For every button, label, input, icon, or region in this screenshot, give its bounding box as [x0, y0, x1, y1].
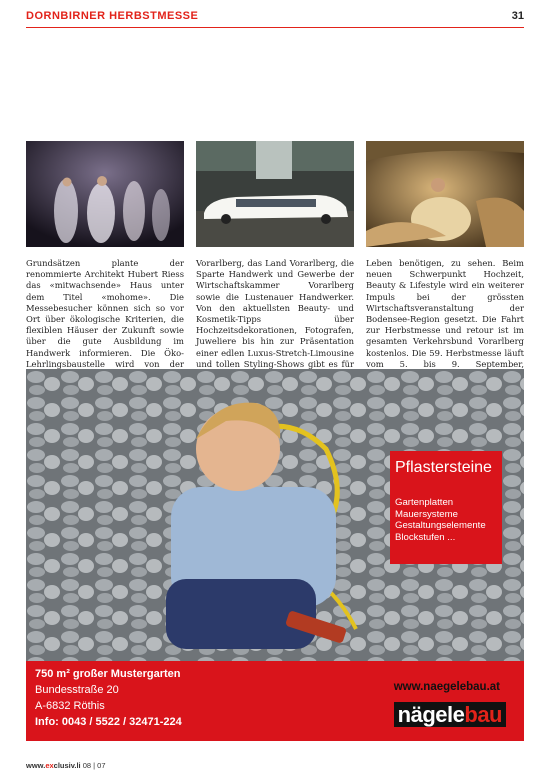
photo-bride-in-limousine — [366, 141, 524, 247]
ad-product-item: Mauersysteme — [395, 508, 458, 520]
ad-box-product-list — [395, 497, 486, 543]
ad-product-item: Gartenplatten — [395, 497, 454, 508]
naegelebau-advertisement[interactable] — [26, 369, 524, 741]
ad-contact-banner — [26, 661, 524, 741]
article-column-2: Vorarlberg, das Land Vorarlberg, die Sparte Handwerk und Gewerbe der Wirtschaftskammer Vorarlberg sowie die Lustenauer Handwerker. Von den aktuellsten Beauty- und Kosmetik-Tipps über Hochzeitsdekorationen, Fotografen, Juweliere bis hin zur Präsentation einer edlen Luxus-Stretch-Limousine und tollen Styling-Shows gibt es für — [196, 258, 354, 369]
header-rule — [26, 27, 524, 28]
page-number: 31 — [511, 10, 524, 22]
ad-showroom-line: 750 m² großer Mustergarten — [35, 668, 181, 680]
photo-bridal-show — [26, 141, 184, 247]
article-column-1: Grundsätzen plante der renommierte Architekt Hubert Riess das «mitwachsende» Haus unter dem Titel «mohome». Die Messebesucher können sich so vor Ort über ökologische Kriterien, die flexiblen Häuser der Zukunft sowie über die gute Ausbildung im Handwerk informieren. Die Öko-Lehrlingsbaustelle wird von der — [26, 258, 184, 369]
magazine-section-title: DORNBIRNER HERBSTMESSE — [26, 10, 199, 22]
pflastersteine-box — [390, 451, 502, 564]
ad-street-line: Bundesstraße 20 — [35, 684, 119, 696]
ad-product-item: Gestaltungselemente — [395, 520, 486, 531]
ad-city-line: A-6832 Röthis — [35, 700, 105, 712]
ad-box-title: Pflastersteine — [395, 459, 492, 476]
issue-number: 08 | 07 — [82, 761, 106, 770]
article-column-3-text: Leben benötigen, zu sehen. Beim neuen Schwerpunkt Hochzeit, Beauty & Lifestyle wird ein weiterer Impuls bei der grössten Wirtschaftsveranstaltung der Bodensee-Region gesetzt. Die Fahrt zur Herbstmesse und retour ist im gesamten Verkehrsbund Vorarlberg kostenlos. Die 59. Herbstmesse läuft vom 5. bis 9. September, — [366, 258, 524, 369]
footer-site-url[interactable]: www.exclusiv.li — [26, 761, 81, 770]
photo-stretch-limousine — [196, 141, 354, 247]
ad-product-item: Blockstufen ... — [395, 531, 456, 543]
ad-phone-line: Info: 0043 / 5522 / 32471-224 — [35, 716, 182, 728]
naegelebau-logo: nägelebau — [394, 702, 506, 727]
ad-address-block — [35, 666, 182, 730]
page-footer — [26, 761, 106, 770]
ad-website-link[interactable]: www.naegelebau.at — [393, 681, 500, 693]
